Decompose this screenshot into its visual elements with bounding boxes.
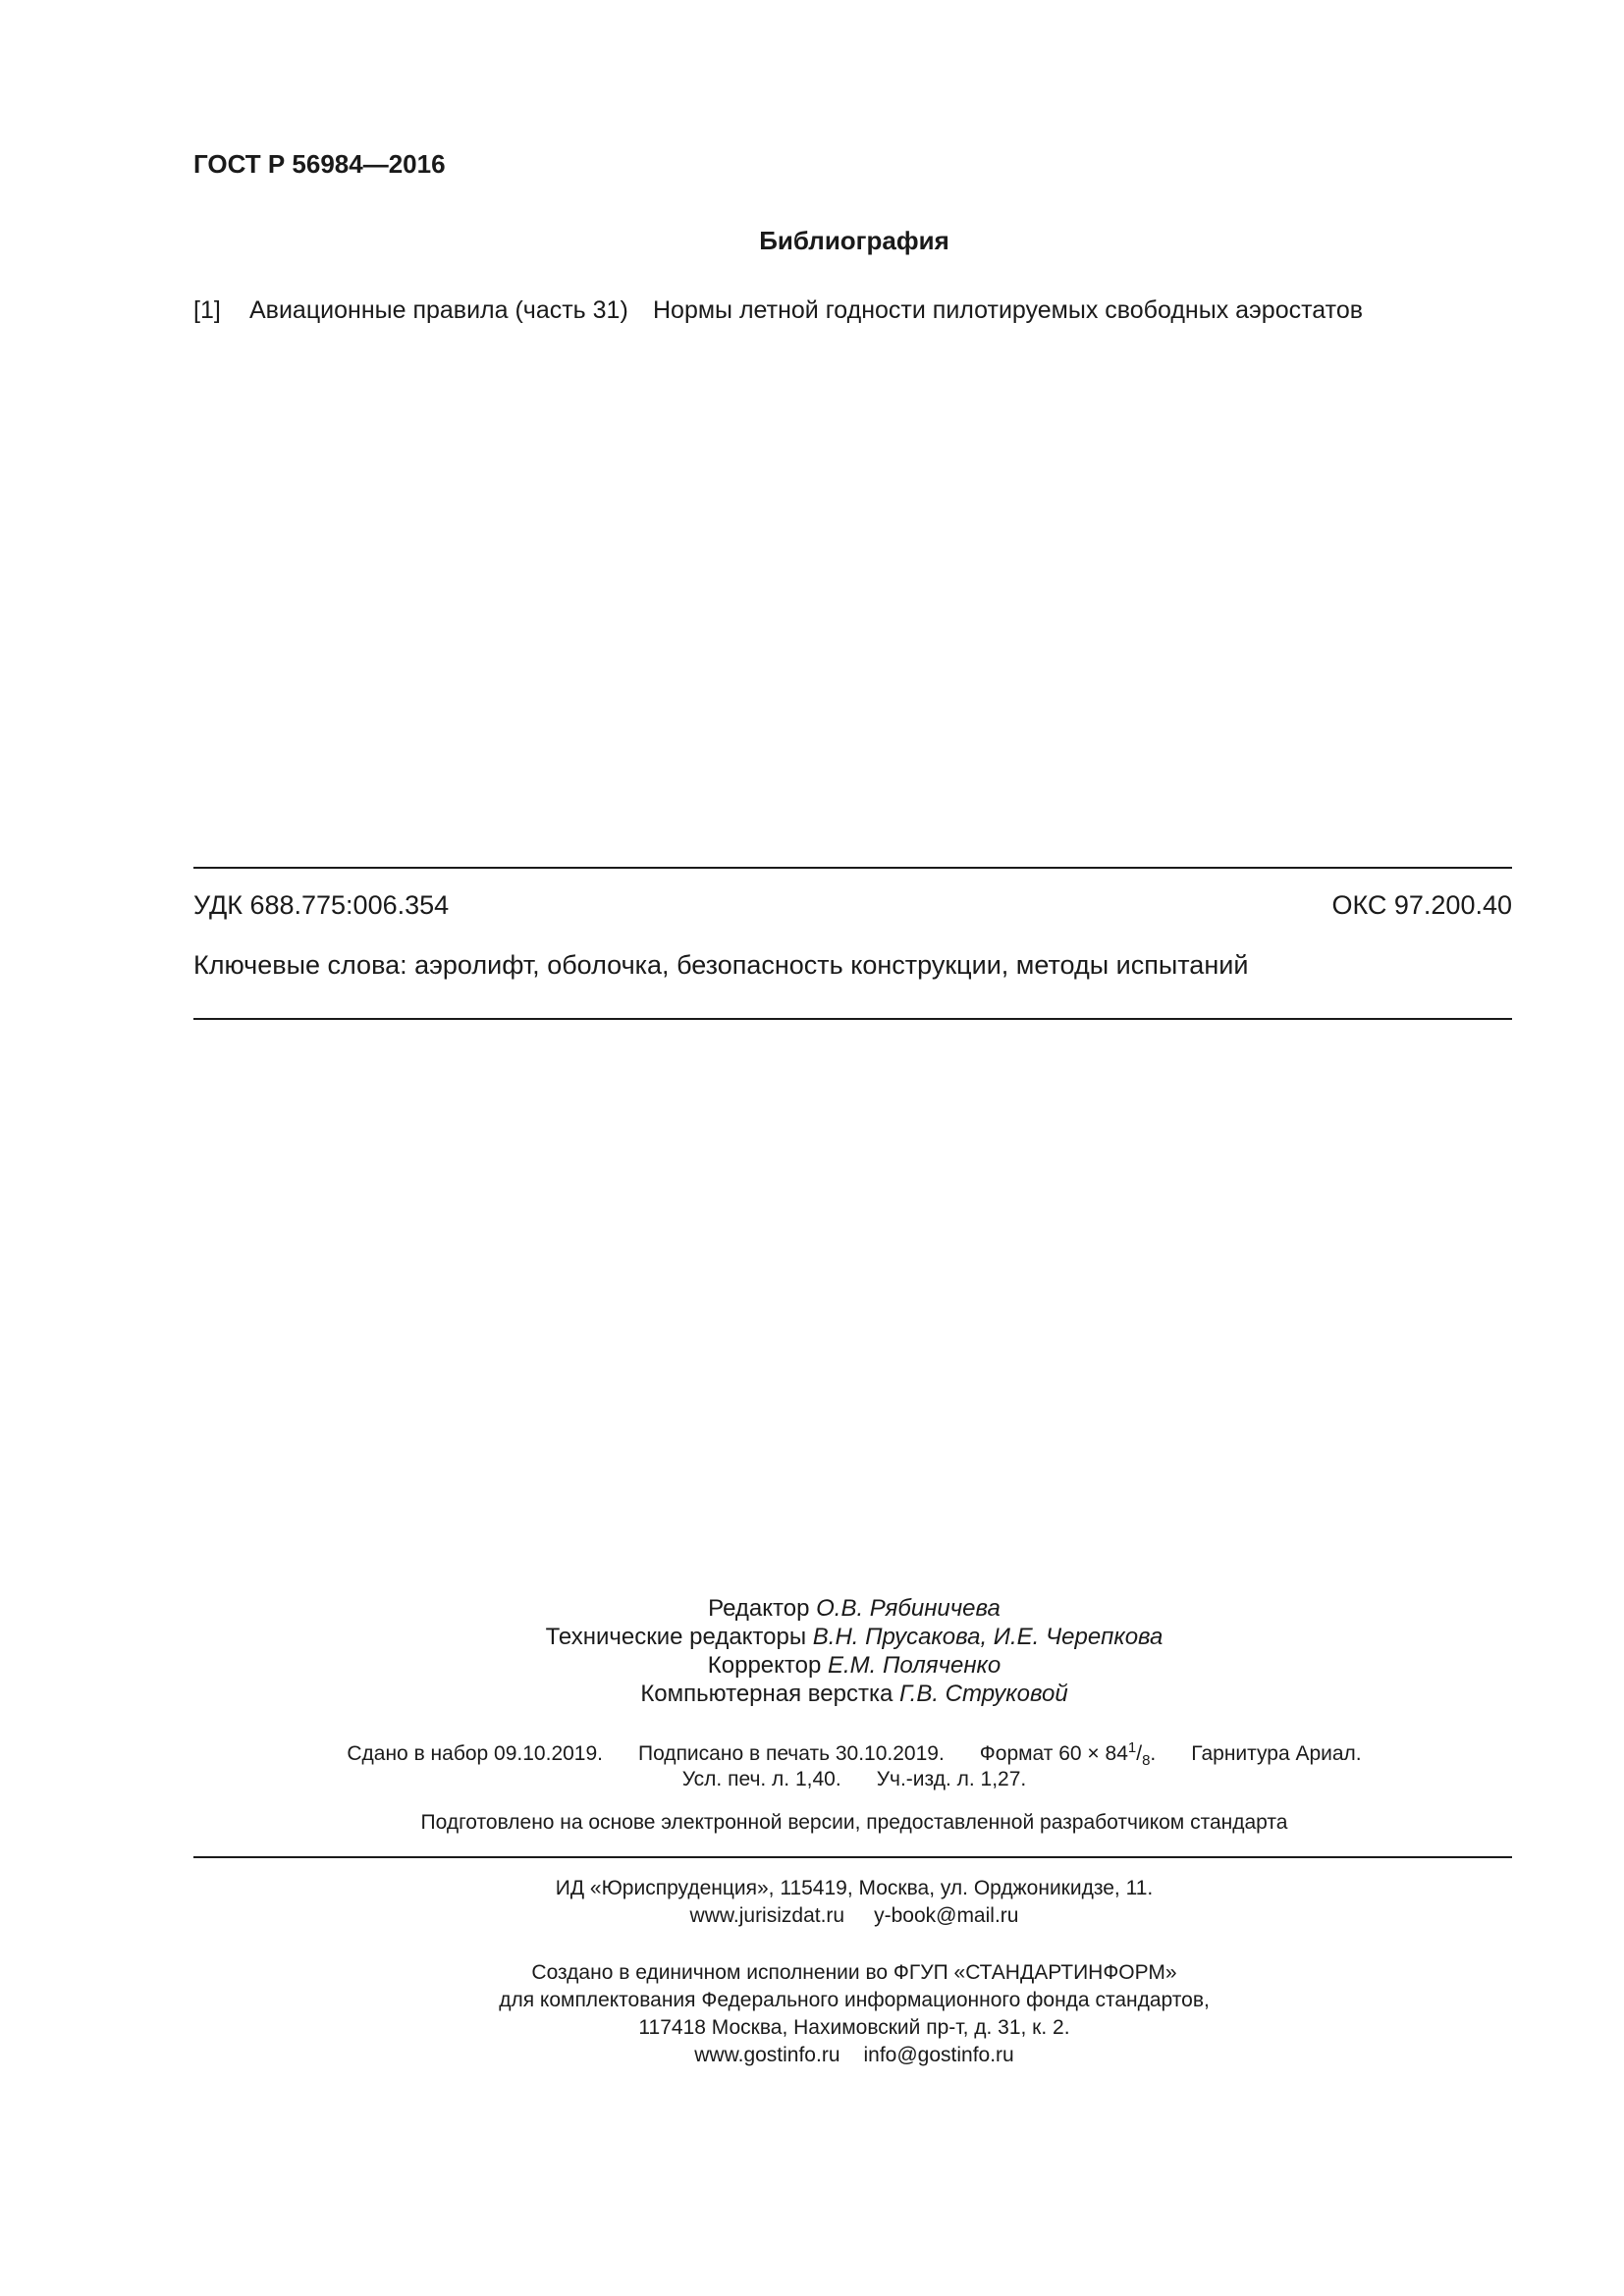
bibliography-title: Библиография [759, 226, 949, 255]
editor-label: Редактор [708, 1595, 810, 1622]
paper-format: Формат $60 \times 84^1/_8$. [979, 1739, 1157, 1770]
keywords-divider [193, 1018, 1512, 1020]
udk-code: УДК 688.775:006.354 [193, 890, 450, 920]
signed-date: Подписано в печать 30.10.2019. [638, 1742, 945, 1765]
tech-editors-line [0, 1624, 1624, 1651]
tech-editors-names: В.Н. Прусакова, И.Е. Черепкова [812, 1624, 1164, 1650]
producer-website: www.gostinfo.ru [694, 2044, 840, 2066]
sheets-line [0, 1768, 1624, 1791]
prepared-note: Подготовлено на основе электронной версии, предоставленной разработчиком стандарта [420, 1811, 1288, 1834]
corrector-label: Корректор [707, 1652, 822, 1679]
publisher-divider [193, 1856, 1512, 1858]
oks-code: ОКС 97.200.40 [1331, 890, 1512, 920]
corrector-name: Е.М. Поляченко [828, 1652, 1001, 1679]
publisher-website: www.jurisizdat.ru [689, 1904, 845, 1927]
typeface: Гарнитура Ариал. [1191, 1742, 1362, 1765]
producer-line-1: Создано в единичном исполнении во ФГУП «СТАНДАРТИНФОРМ» [531, 1961, 1177, 1984]
layout-line [0, 1681, 1624, 1708]
producer-contacts [0, 2044, 1624, 2067]
publisher-contacts [0, 1904, 1624, 1928]
submitted-date: Сдано в набор 09.10.2019. [347, 1742, 603, 1765]
document-code: ГОСТ Р 56984—2016 [193, 149, 446, 179]
bibliography-entry-title: Нормы летной годности пилотируемых свободных аэростатов [653, 296, 1363, 324]
keywords: Ключевые слова: аэролифт, оболочка, безопасность конструкции, методы испытаний [193, 950, 1249, 980]
producer-line-2: для комплектования Федерального информационного фонда стандартов, [499, 1989, 1210, 2011]
bibliography-entry-source: Авиационные правила (часть 31) [249, 296, 628, 324]
tech-editors-label: Технические редакторы [545, 1624, 807, 1650]
publisher-email: y-book@mail.ru [874, 1904, 1019, 1927]
publisher-sheets: Уч.-изд. л. 1,27. [876, 1768, 1027, 1790]
editor-name: О.В. Рябиничева [816, 1595, 1001, 1622]
publisher-address: ИД «Юриспруденция», 115419, Москва, ул. Орджоникидзе, 11. [555, 1877, 1154, 1899]
layout-label: Компьютерная верстка [640, 1681, 893, 1707]
producer-line-3: 117418 Москва, Нахимовский пр-т, д. 31, к. 2. [638, 2016, 1070, 2039]
corrector-line [0, 1652, 1624, 1680]
layout-name: Г.В. Струковой [899, 1681, 1068, 1707]
imprint-line [0, 1739, 1624, 1769]
print-sheets: Усл. печ. л. 1,40. [681, 1768, 841, 1790]
bibliography-entry-number: [1] [193, 296, 221, 324]
producer-email: info@gostinfo.ru [863, 2044, 1014, 2066]
editor-line [0, 1595, 1624, 1623]
top-divider [193, 867, 1512, 869]
